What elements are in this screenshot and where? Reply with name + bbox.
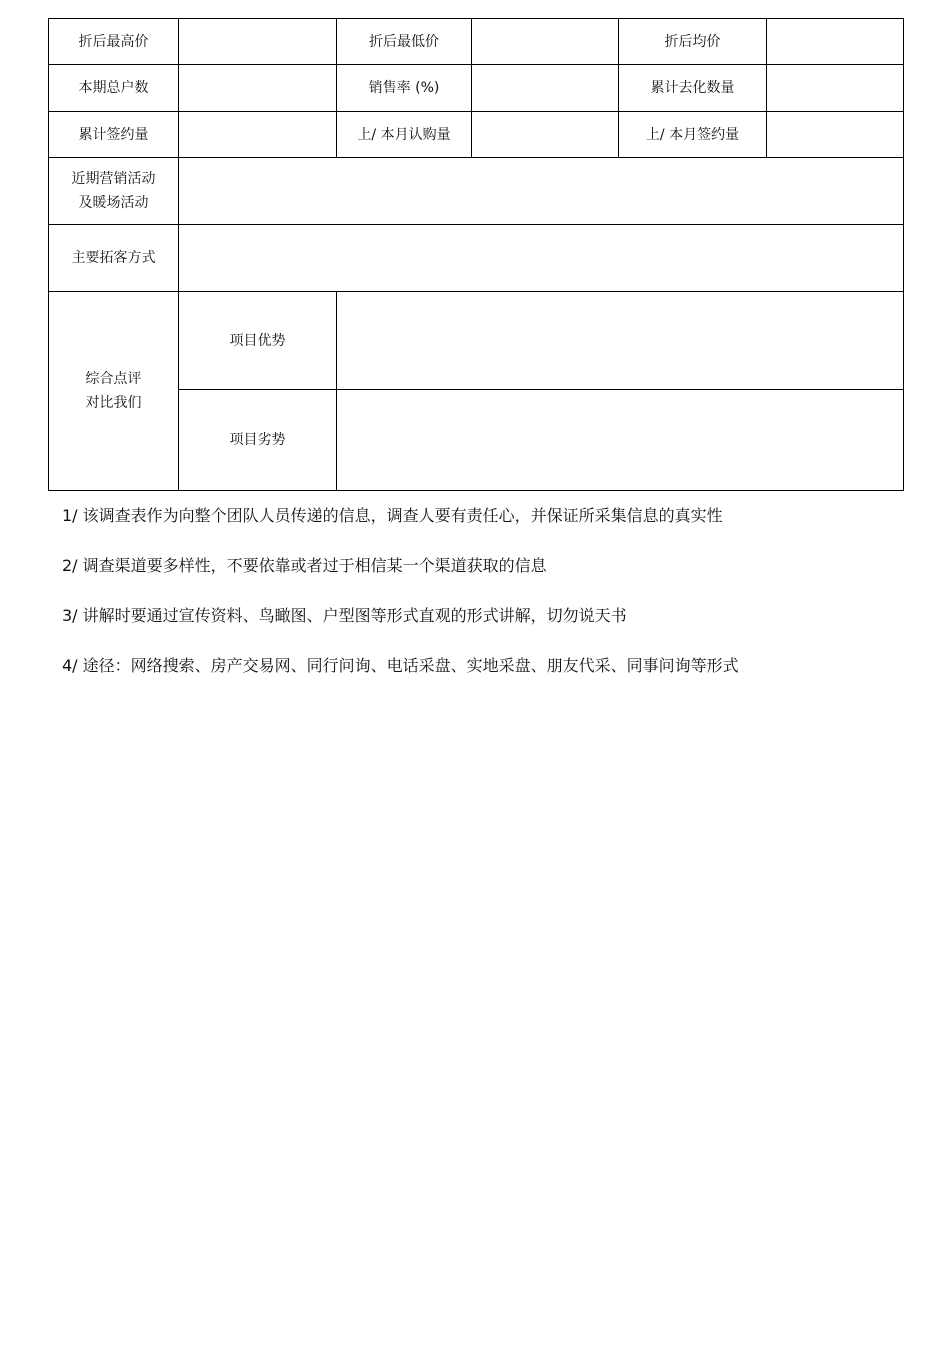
table-row <box>49 158 904 225</box>
value-project-advantages[interactable] <box>337 292 904 390</box>
label-overall-review <box>49 292 179 491</box>
label-max-discount-price: 折后最高价 <box>49 19 179 65</box>
note-item: 2/ 调查渠道要多样性，不要依靠或者过于相信某一个渠道获取的信息 <box>62 556 547 575</box>
label-marketing-line1: 近期营销活动 <box>71 171 156 187</box>
table-row <box>49 225 904 292</box>
value-monthly-contracts[interactable] <box>767 112 904 158</box>
value-cumulative-contracts[interactable] <box>179 112 337 158</box>
label-total-units: 本期总户数 <box>49 65 179 112</box>
value-monthly-subscriptions[interactable] <box>472 112 619 158</box>
label-review-line1: 综合点评 <box>85 371 142 387</box>
note-item: 4/ 途径：网络搜索、房产交易网、同行问询、电话采盘、实地采盘、朋友代采、同事问询等形式 <box>62 656 739 675</box>
label-monthly-contracts: 上/ 本月签约量 <box>619 112 767 158</box>
label-review-line2: 对比我们 <box>85 395 142 411</box>
table-row <box>49 292 904 390</box>
table-row <box>49 112 904 158</box>
label-sales-rate: 销售率 (%) <box>337 65 472 112</box>
label-customer-acquisition: 主要拓客方式 <box>49 225 179 292</box>
value-project-disadvantages[interactable] <box>337 390 904 491</box>
note-item: 3/ 讲解时要通过宣传资料、鸟瞰图、户型图等形式直观的形式讲解，切勿说天书 <box>62 606 627 625</box>
table-row <box>49 65 904 112</box>
table-row <box>49 19 904 65</box>
note-item: 1/ 该调查表作为向整个团队人员传递的信息，调查人要有责任心，并保证所采集信息的真实性 <box>62 506 723 525</box>
value-avg-discount-price[interactable] <box>767 19 904 65</box>
label-monthly-subscriptions: 上/ 本月认购量 <box>337 112 472 158</box>
value-cumulative-sold[interactable] <box>767 65 904 112</box>
label-cumulative-sold: 累计去化数量 <box>619 65 767 112</box>
value-total-units[interactable] <box>179 65 337 112</box>
notes-list <box>62 504 922 704</box>
value-customer-acquisition[interactable] <box>179 225 904 292</box>
value-sales-rate[interactable] <box>472 65 619 112</box>
label-project-disadvantages: 项目劣势 <box>179 390 337 491</box>
label-marketing-line2: 及暖场活动 <box>78 195 149 211</box>
value-max-discount-price[interactable] <box>179 19 337 65</box>
label-cumulative-contracts: 累计签约量 <box>49 112 179 158</box>
label-min-discount-price: 折后最低价 <box>337 19 472 65</box>
survey-table <box>48 18 904 491</box>
label-avg-discount-price: 折后均价 <box>619 19 767 65</box>
label-marketing-activities <box>49 158 179 225</box>
value-marketing-activities[interactable] <box>179 158 904 225</box>
label-project-advantages: 项目优势 <box>179 292 337 390</box>
value-min-discount-price[interactable] <box>472 19 619 65</box>
